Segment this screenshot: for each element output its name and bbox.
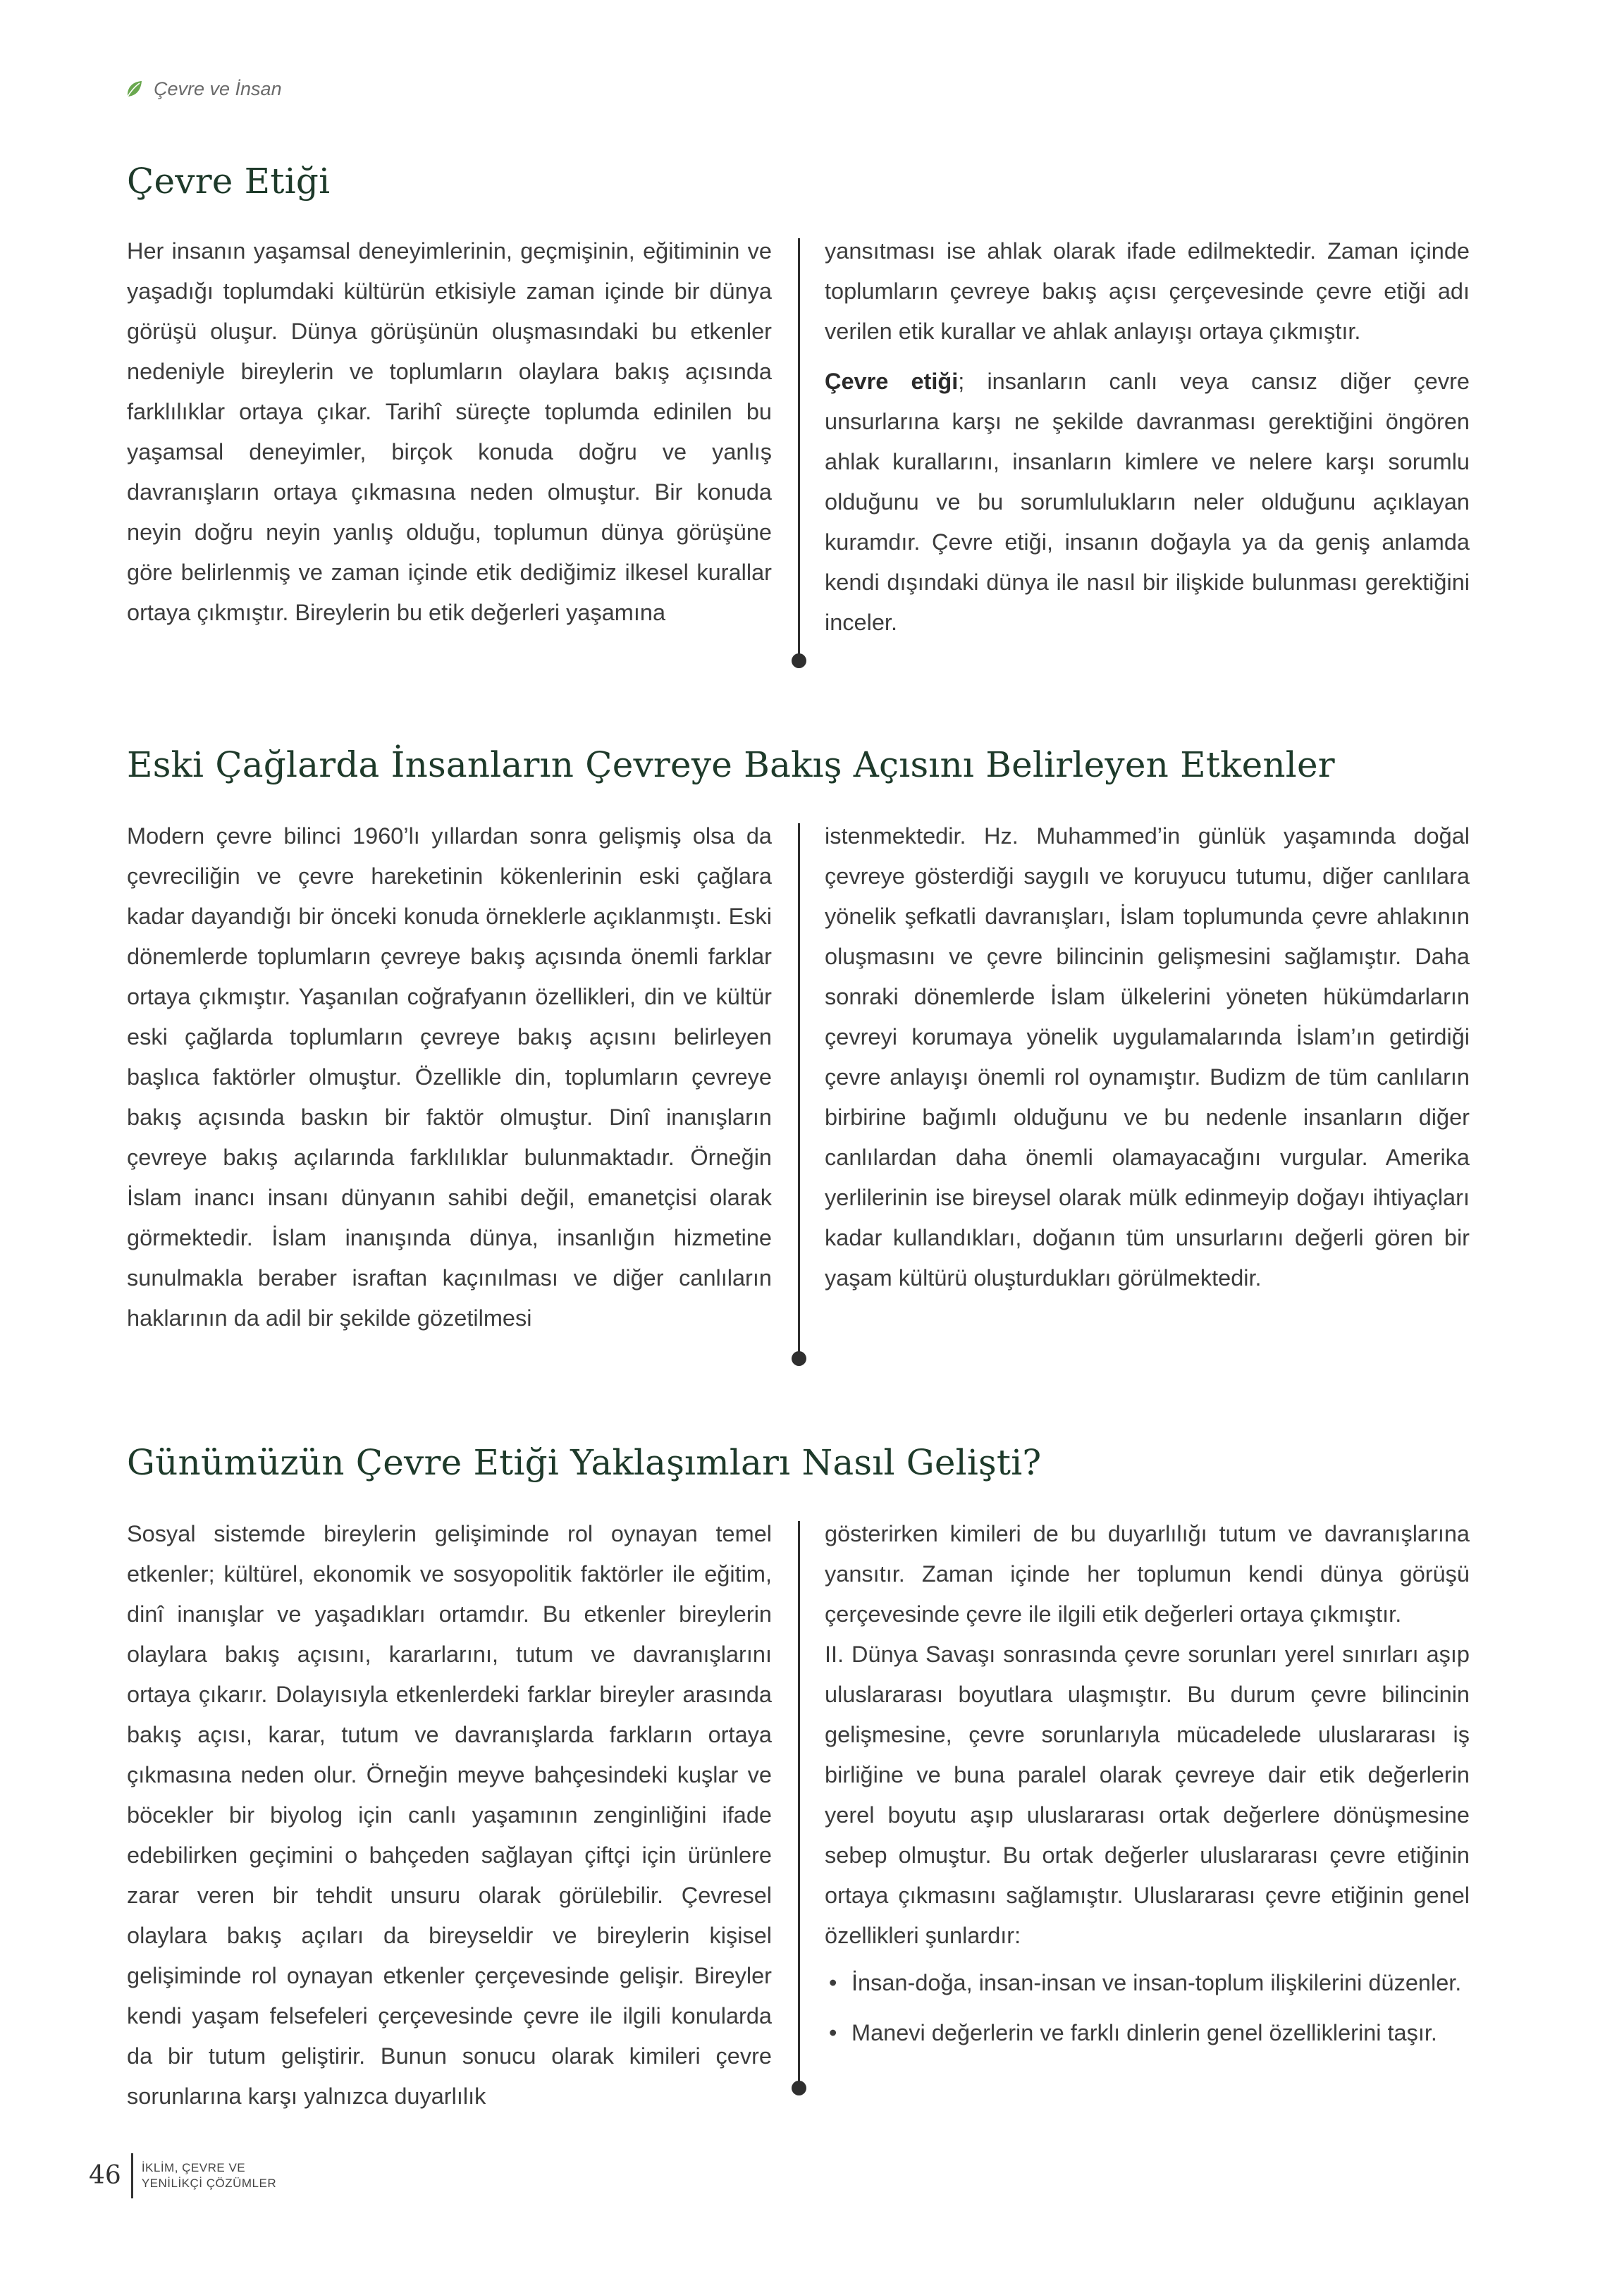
page-footer [89, 2153, 276, 2198]
paragraph: Modern çevre bilinci 1960’lı yıllardan sonra gelişmiş olsa da çevreciliğin ve çevre hareketinin kökenlerinin eski çağlara kadar dayandığı bir önceki konuda örneklerle açıklanmıştı. Eski dönemlerde toplumların çevreye bakış açısında önemli farklar ortaya çıkmıştır. Yaşanılan coğrafyanın özellikleri, din ve kültür eski çağlarda toplumların çevreye bakış açısını belirleyen başlıca faktörler olmuştur. Özellikle din, toplumların çevreye bakış açısında baskın bir faktör olmuştur. Dinî inanışların çevreye bakış açılarında farklılıklar bulunmaktadır. Örneğin İslam inancı insanı dünyanın sahibi değil, emanetçisi olarak görmektedir. İslam inanışında dünya, insanlığın hizmetine sunulmakla beraber israftan kaçınılması ve diğer canlıların haklarının da adil bir şekilde gözetilmesi [127, 823, 772, 1331]
paragraph: gösterirken kimileri de bu duyarlılığı tutum ve davranışlarına yansıtır. Zaman içinde her toplumun kendi dünya görüşü çerçevesinde çevre ile ilgili etik değerleri ortaya çıkmıştır. [825, 1521, 1470, 1627]
list-item-text: Manevi değerlerin ve farklı dinlerin genel özelliklerini taşır. [851, 2020, 1437, 2045]
list-item-text: İnsan-doğa, insan-insan ve insan-toplum ilişkilerini düzenler. [851, 1970, 1462, 1995]
paragraph: II. Dünya Savaşı sonrasında çevre sorunları yerel sınırları aşıp uluslararası boyutlara ulaşmıştır. Bu durum çevre bilincinin gelişmesine, çevre sorunlarıyla mücadelede uluslararası iş birliğine ve buna paralel olarak çevreye dair etik değerlerin yerel boyutu aşıp uluslararası ortak değerlere dönüşmesine sebep olmuştur. Bu ortak değerler uluslararası çevre etiğinin ortaya çıkmasını sağlamıştır. Uluslararası çevre etiğinin genel özellikleri şunlardır: [825, 1642, 1470, 1948]
paragraph: istenmektedir. Hz. Muhammed’in günlük yaşamında doğal çevreye gösterdiği saygılı ve koruyucu tutumu, diğer canlılara yönelik şefkatli davranışları, İslam toplumunda çevre ahlakının oluşmasını ve çevre bilincinin gelişmesini sağlamıştır. Daha sonraki dönemlerde İslam ülkelerini yöneten hükümdarların çevreyi korumaya yönelik uygulamalarında İslam’ın getirdiği çevre anlayışı önemli rol oynamıştır. Budizm de tüm canlıların birbirine bağımlı olduğunu ve bu nedenle insanların diğer canlılardan daha önemli olamayacağını vurgular. Amerika yerlilerinin ise bireysel olarak mülk edinmeyip doğayı ihtiyaçları kadar kullandıkları, doğanın tüm unsurlarını değerli gören bir yaşam kültürü oluşturdukları görülmektedir. [825, 823, 1470, 1291]
paragraph-text: ; insanların canlı veya cansız diğer çevre unsurlarına karşı ne şekilde davranması gerektiğini öngören ahlak kurallarını, insanların kimlere ve nelere karşı sorumlu olduğunu ve bu sorumlulukların neler olduğunu açıklayan kuramdır. Çevre etiği, insanın doğayla ya da geniş anlamda kendi dışındaki dünya ile nasıl bir ilişkide bulunması gerektiğini inceler. [825, 369, 1470, 635]
bullet-marker: • [829, 1970, 837, 1995]
section-title-cevre-etigi: Çevre Etiği [127, 161, 331, 202]
publication-title-line: İKLİM, ÇEVRE VE [141, 2161, 246, 2174]
bold-term: Çevre etiği [825, 369, 959, 394]
paragraph: Her insanın yaşamsal deneyimlerinin, geçmişinin, eğitiminin ve yaşadığı toplumdaki kültürün etkisiyle zaman içinde bir dünya görüşü oluşur. Dünya görüşünün oluşmasındaki bu etkenler nedeniyle bireylerin ve toplumların olaylara bakış açısında farklılıklar ortaya çıkar. Tarihî süreçte toplumda edinilen bu yaşamsal deneyimler, birçok konuda doğru ve yanlış davranışların ortaya çıkmasına neden olmuştur. Bir konuda neyin doğru neyin yanlış olduğu, toplumun dünya görüşüne göre belirlenmiş ve zaman içinde etik dediğimiz ilkesel kurallar ortaya çıkmıştır. Bireylerin bu etik değerleri yaşamına [127, 238, 772, 625]
divider-dot [792, 2081, 806, 2095]
bullet-list [825, 1963, 1470, 2053]
running-header [124, 73, 282, 104]
divider-dot [792, 653, 806, 668]
section-2-left-column [127, 816, 772, 1338]
bullet-marker: • [829, 2020, 837, 2045]
section-title-eski-caglarda: Eski Çağlarda İnsanların Çevreye Bakış Açısını Belirleyen Etkenler [127, 744, 1335, 785]
list-item [825, 2013, 1470, 2053]
publication-title [133, 2160, 276, 2191]
paragraph [825, 362, 1470, 643]
section-title-gunumuzun: Günümüzün Çevre Etiği Yaklaşımları Nasıl Gelişti? [127, 1442, 1042, 1483]
section-1-left-column [127, 231, 772, 633]
section-3-right-column [825, 1514, 1470, 2053]
publication-title-line: YENİLİKÇİ ÇÖZÜMLER [141, 2177, 277, 2190]
page-number: 46 [89, 2153, 133, 2198]
column-divider [798, 1521, 800, 2088]
section-1-right-column [825, 231, 1470, 643]
list-item [825, 1963, 1470, 2003]
paragraph: Sosyal sistemde bireylerin gelişiminde rol oynayan temel etkenler; kültürel, ekonomik ve sosyopolitik faktörler ile eğitim, dinî inanışlar ve yaşadıkları ortamdır. Bu etkenler bireylerin olaylara bakış açısını, kararlarını, tutum ve davranışlarını ortaya çıkarır. Dolayısıyla etkenlerdeki farklar bireyler arasında bakış açısı, karar, tutum ve davranışlarda farkların ortaya çıkmasına neden olur. Örneğin meyve bahçesindeki kuşlar ve böcekler bir biyolog için canlı yaşamının zenginliğini ifade edebilirken geçimini o bahçeden sağlayan çiftçi için ürünlere zarar veren bir tehdit unsuru olarak görülebilir. Çevresel olaylara bakış açıları da bireyseldir ve bireylerin kişisel gelişiminde rol oynayan etkenler çerçevesinde gelişir. Bireyler kendi yaşam felsefeleri çerçevesinde çevre ile ilgili konularda da bir tutum geliştirir. Bunun sonucu olarak kimileri çevre sorunlarına karşı yalnızca duyarlılık [127, 1521, 772, 2109]
running-title: Çevre ve İnsan [154, 78, 282, 99]
leaf-icon [124, 79, 144, 99]
paragraph: yansıtması ise ahlak olarak ifade edilmektedir. Zaman içinde toplumların çevreye bakış açısı çerçevesinde çevre etiği adı verilen etik kurallar ve ahlak anlayışı ortaya çıkmıştır. [825, 238, 1470, 344]
section-3-left-column [127, 1514, 772, 2117]
column-divider [798, 823, 800, 1359]
section-2-right-column [825, 816, 1470, 1298]
column-divider [798, 238, 800, 661]
divider-dot [792, 1351, 806, 1366]
